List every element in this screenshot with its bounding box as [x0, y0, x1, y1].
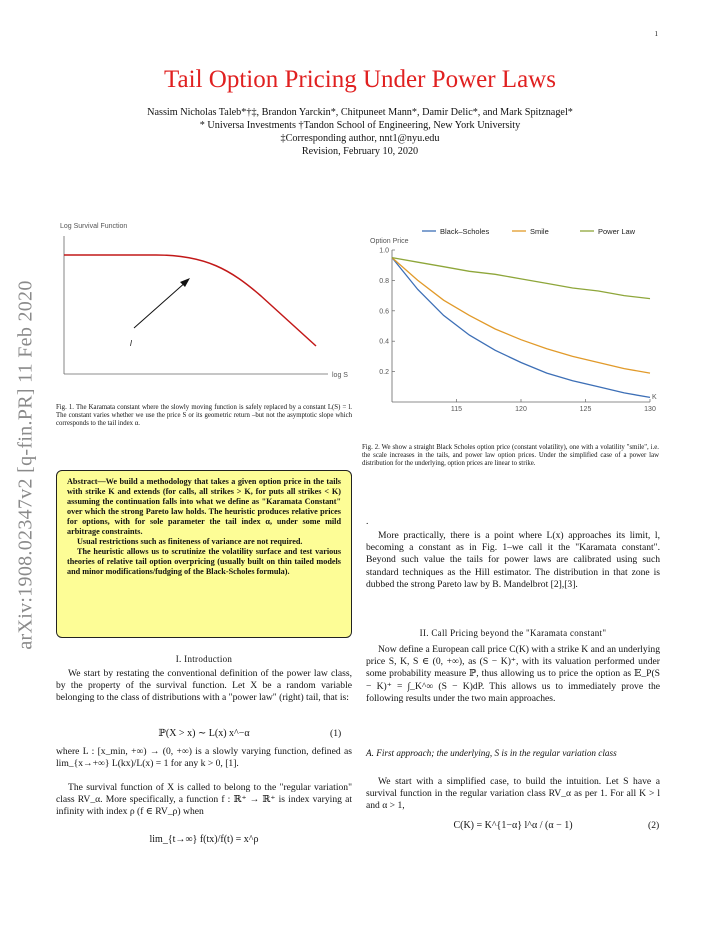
chart-legend [422, 227, 636, 236]
y-tick-label-0.6: 0.6 [379, 308, 389, 316]
chart-ylabel: Option Price [370, 238, 409, 245]
legend-label-2: Power Law [598, 227, 636, 236]
intro-paragraph-3: The survival function of X is called to belong to the "regular variation" class RV_α. More specifically, a function f : ℝ⁺ → ℝ⁺ is index varying at infinity with index ρ (f ∈ RV_ρ) when [56, 782, 352, 818]
x-tick-label-120: 120 [515, 406, 527, 413]
intro-paragraph-2: where L : [x_min, +∞) → (0, +∞) is a slowly varying function, defined as lim_{x→+∞} L(kx)/L(x) = 1 for any k > 0, [1]. [56, 746, 352, 770]
figure-2-caption: Fig. 2. We show a straight Black Scholes option price (constant volatility), one with a volatility "smile", i.e. the scale increases in the tails, and power law option prices. Under the simplified case of a power law distribution for the underlying, option prices are linear to strike. [362, 444, 659, 468]
legend-label-0: Black–Scholes [440, 227, 490, 236]
author-list: Nassim Nicholas Taleb*†‡, Brandon Yarckin*, Chitpuneet Mann*, Damir Delic*, and Mark Spitznagel* [147, 107, 573, 118]
equation-limit: lim_{t→∞} f(tx)/f(t) = x^ρ [149, 834, 259, 845]
x-tick-label-130: 130 [644, 406, 656, 413]
fig1-ylabel: Log Survival Function [60, 223, 128, 230]
paper-title: Tail Option Pricing Under Power Laws [164, 66, 556, 93]
series-line-2 [392, 258, 650, 299]
legend-label-1: Smile [530, 227, 549, 236]
y-tick-label-0.2: 0.2 [379, 369, 389, 377]
affiliations: * Universa Investments †Tandon School of Engineering, New York University [199, 120, 521, 131]
revision-date: Revision, February 10, 2020 [301, 146, 419, 157]
first-approach-paragraph: We start with a simplified case, to build the intuition. Let S have a survival function in the regular variation class RV_α as per 1. For all K > l and α > 1, [366, 776, 660, 812]
karamata-paragraph: More practically, there is a point where L(x) approaches its limit, l, becoming a constant as in Fig. 1–we call it the "Karamata constant". Beyond such value the tails for power laws are calibrated using such standard techniques as the Hill estimator. The distribution in that zone is dubbed the strong Pareto law by B. Mandelbrot [2],[3]. [366, 530, 660, 590]
fig1-arrow-shaft [134, 281, 187, 328]
section-1-heading: I. Introduction [175, 654, 233, 664]
fig1-survival-curve [64, 255, 316, 346]
equation-1-number: (1) [330, 728, 342, 739]
figure-1-caption: Fig. 1. The Karamata constant where the slowly moving function is safely replaced by a constant L(S) = l. The constant varies whether we use the price S or its geometric return –but not the asymptotic slope which corresponds to the tail index α. [56, 404, 352, 428]
equation-2-number: (2) [648, 820, 660, 831]
y-tick-label-0.8: 0.8 [379, 277, 389, 285]
x-tick-label-115: 115 [450, 406, 463, 413]
subsection-a-heading: A. First approach; the underlying, S is in the regular variation class [366, 748, 617, 758]
call-pricing-paragraph: Now define a European call price C(K) with a strike K and an underlying price S, K, S ∈ (0, +∞), as (S − K)⁺, with its valuation performed under some probability measure ℙ, thus allowing us to price the option as 𝔼_P(S − K)⁺ = ∫_K^∞ (S − K)dP. This allows us to immediately prove the following results under the two main approaches. [366, 644, 660, 704]
abstract-paragraph-3: The heuristic allows us to scrutinize the volatility surface and test various theories of relative tail option overpricing (usually built on thin tailed models and minor modifications/fudging of the Black-Scholes formula). [67, 547, 341, 576]
section-2-heading: II. Call Pricing beyond the "Karamata constant" [419, 628, 607, 638]
figure-2-option-price-chart [362, 222, 662, 422]
chart-xlabel: K [652, 394, 657, 401]
series-line-1 [392, 258, 650, 374]
right-dot: . [366, 516, 369, 527]
intro-paragraph-1: We start by restating the conventional definition of the power law class, by the property of the survival function. Let X be a random variable belonging to the class of distributions with a "power law" (right) tail, that is: [56, 668, 352, 704]
arxiv-sidebar-stamp: arXiv:1908.02347v2 [q-fin.PR] 11 Feb 2020 [14, 280, 37, 650]
correspondence: ‡Corresponding author, nnt1@nyu.edu [280, 133, 440, 144]
page-number: 1 [654, 30, 658, 38]
figure-1-log-survival [56, 218, 356, 388]
abstract-paragraph-1: Abstract—We build a methodology that takes a given option price in the tails with strike K and extends (for calls, all strikes > K, for puts all strikes < K) assuming the continuation falls into what we define as "Karamata Constant" over which the strong Pareto law holds. The heuristic produces relative prices for options, with for sole parameter the tail index α, under some mild arbitrage constraints. [67, 477, 341, 536]
y-tick-label-1: 1.0 [379, 247, 389, 255]
fig1-xlabel: log S [332, 372, 348, 379]
fig1-annotation: l [130, 339, 132, 348]
equation-2: C(K) = K^{1−α} l^α / (α − 1) [453, 820, 573, 831]
x-tick-label-125: 125 [579, 406, 592, 413]
abstract-box [56, 470, 352, 638]
equation-1: ℙ(X > x) ∼ L(x) x^−α [158, 728, 250, 739]
y-tick-label-0.4: 0.4 [379, 338, 389, 346]
abstract-paragraph-2: Usual restrictions such as finiteness of variance are not required. [77, 537, 303, 546]
